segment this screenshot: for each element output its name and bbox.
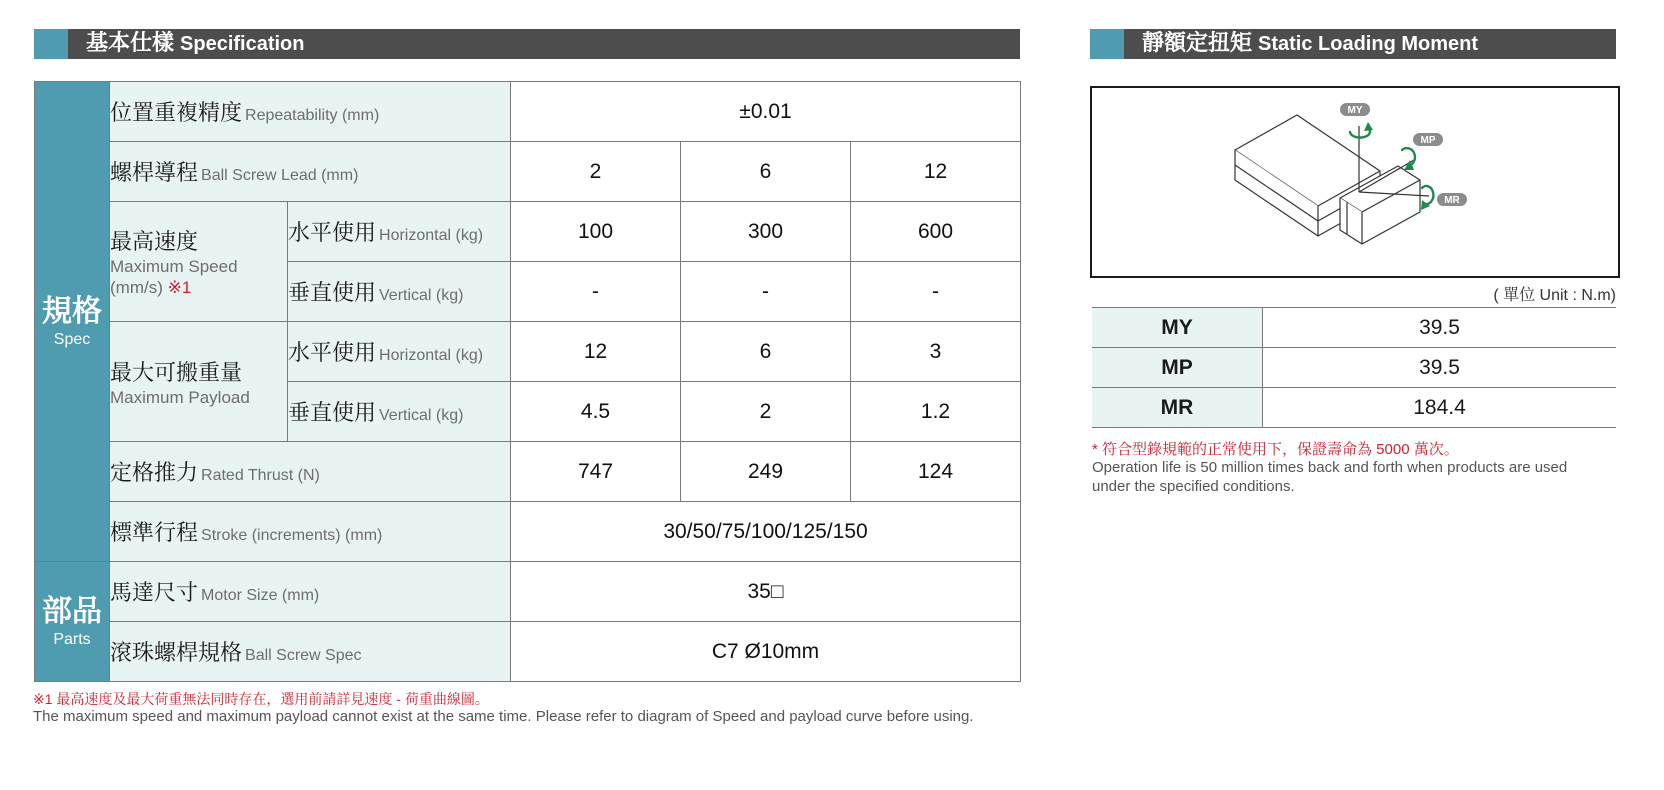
header-accent-tab bbox=[1090, 29, 1124, 59]
moment-key-my: MY bbox=[1092, 308, 1263, 348]
cell-speed-v-2: - bbox=[681, 262, 851, 322]
row-label-payload-horizontal: 水平使用 Horizontal (kg) bbox=[288, 322, 511, 382]
table-row bbox=[1092, 388, 1616, 428]
cell-speed-h-1: 100 bbox=[511, 202, 681, 262]
cell-thrust-1: 747 bbox=[511, 442, 681, 502]
my-label: MY bbox=[1347, 105, 1363, 116]
cell-lead-3: 12 bbox=[851, 142, 1021, 202]
table-row bbox=[1092, 348, 1616, 388]
cell-stroke: 30/50/75/100/125/150 bbox=[511, 502, 1021, 562]
row-label-screw: 滾珠螺桿規格 Ball Screw Spec bbox=[110, 622, 511, 682]
life-note-en: Operation life is 50 million times back and forth when products are used under the specified conditions. bbox=[1092, 459, 1568, 495]
cell-lead-2: 6 bbox=[681, 142, 851, 202]
cell-speed-h-3: 600 bbox=[851, 202, 1021, 262]
cell-payload-v-3: 1.2 bbox=[851, 382, 1021, 442]
group-parts: 部品 Parts bbox=[35, 562, 110, 682]
row-label-thrust: 定格推力 Rated Thrust (N) bbox=[110, 442, 511, 502]
row-label-stroke: 標準行程 Stroke (increments) (mm) bbox=[110, 502, 511, 562]
row-label-repeatability: 位置重複精度 Repeatability (mm) bbox=[110, 82, 511, 142]
spec-section-header bbox=[34, 29, 1020, 59]
mr-label: MR bbox=[1444, 195, 1460, 206]
moment-key-mr: MR bbox=[1092, 388, 1263, 428]
cell-motor: 35□ bbox=[511, 562, 1021, 622]
cell-speed-v-1: - bbox=[511, 262, 681, 322]
actuator-illustration bbox=[1092, 88, 1618, 276]
mp-label: MP bbox=[1420, 135, 1436, 146]
row-label-speed-horizontal: 水平使用 Horizontal (kg) bbox=[288, 202, 511, 262]
cell-thrust-2: 249 bbox=[681, 442, 851, 502]
row-label-speed-vertical: 垂直使用 Vertical (kg) bbox=[288, 262, 511, 322]
life-note-zh: * 符合型錄規範的正常使用下，保證壽命為 5000 萬次。 bbox=[1092, 441, 1459, 458]
moment-key-mp: MP bbox=[1092, 348, 1263, 388]
row-label-max-payload: 最大可搬重量 Maximum Payload bbox=[110, 322, 288, 442]
spec-table bbox=[34, 81, 1021, 682]
table-row bbox=[35, 322, 1021, 382]
moment-value-mr: 184.4 bbox=[1263, 388, 1617, 428]
row-label-max-speed: 最高速度 Maximum Speed (mm/s) ※1 bbox=[110, 202, 288, 322]
cell-payload-v-2: 2 bbox=[681, 382, 851, 442]
table-row bbox=[35, 202, 1021, 262]
table-row bbox=[35, 142, 1021, 202]
cell-payload-h-3: 3 bbox=[851, 322, 1021, 382]
table-row bbox=[35, 622, 1021, 682]
spec-section-title: 基本仕樣 Specification bbox=[86, 31, 305, 56]
speed-payload-note-zh: ※1 最高速度及最大荷重無法同時存在，選用前請詳見速度 - 荷重曲線圖。 bbox=[33, 691, 489, 707]
row-label-lead: 螺桿導程 Ball Screw Lead (mm) bbox=[110, 142, 511, 202]
table-row bbox=[35, 502, 1021, 562]
cell-payload-h-1: 12 bbox=[511, 322, 681, 382]
moment-section-header bbox=[1090, 29, 1616, 59]
cell-payload-h-2: 6 bbox=[681, 322, 851, 382]
table-row bbox=[35, 562, 1021, 622]
group-spec: 規格 Spec bbox=[35, 82, 110, 562]
unit-label: ( 單位 Unit : N.m) bbox=[1493, 287, 1616, 304]
row-label-motor: 馬達尺寸 Motor Size (mm) bbox=[110, 562, 511, 622]
cell-speed-v-3: - bbox=[851, 262, 1021, 322]
moment-value-my: 39.5 bbox=[1263, 308, 1617, 348]
row-label-payload-vertical: 垂直使用 Vertical (kg) bbox=[288, 382, 511, 442]
cell-repeatability: ±0.01 bbox=[511, 82, 1021, 142]
cell-thrust-3: 124 bbox=[851, 442, 1021, 502]
moment-section-title: 靜額定扭矩 Static Loading Moment bbox=[1142, 31, 1479, 56]
table-row bbox=[35, 442, 1021, 502]
speed-payload-note-en: The maximum speed and maximum payload cannot exist at the same time. Please refer to diagram of Speed and payload curve before using. bbox=[33, 708, 974, 725]
table-row bbox=[35, 82, 1021, 142]
header-accent-tab bbox=[34, 29, 68, 59]
cell-lead-1: 2 bbox=[511, 142, 681, 202]
cell-screw: C7 Ø10mm bbox=[511, 622, 1021, 682]
cell-speed-h-2: 300 bbox=[681, 202, 851, 262]
table-row bbox=[1092, 308, 1616, 348]
moment-value-mp: 39.5 bbox=[1263, 348, 1617, 388]
cell-payload-v-1: 4.5 bbox=[511, 382, 681, 442]
moment-table bbox=[1092, 307, 1616, 428]
moment-diagram bbox=[1090, 86, 1620, 278]
